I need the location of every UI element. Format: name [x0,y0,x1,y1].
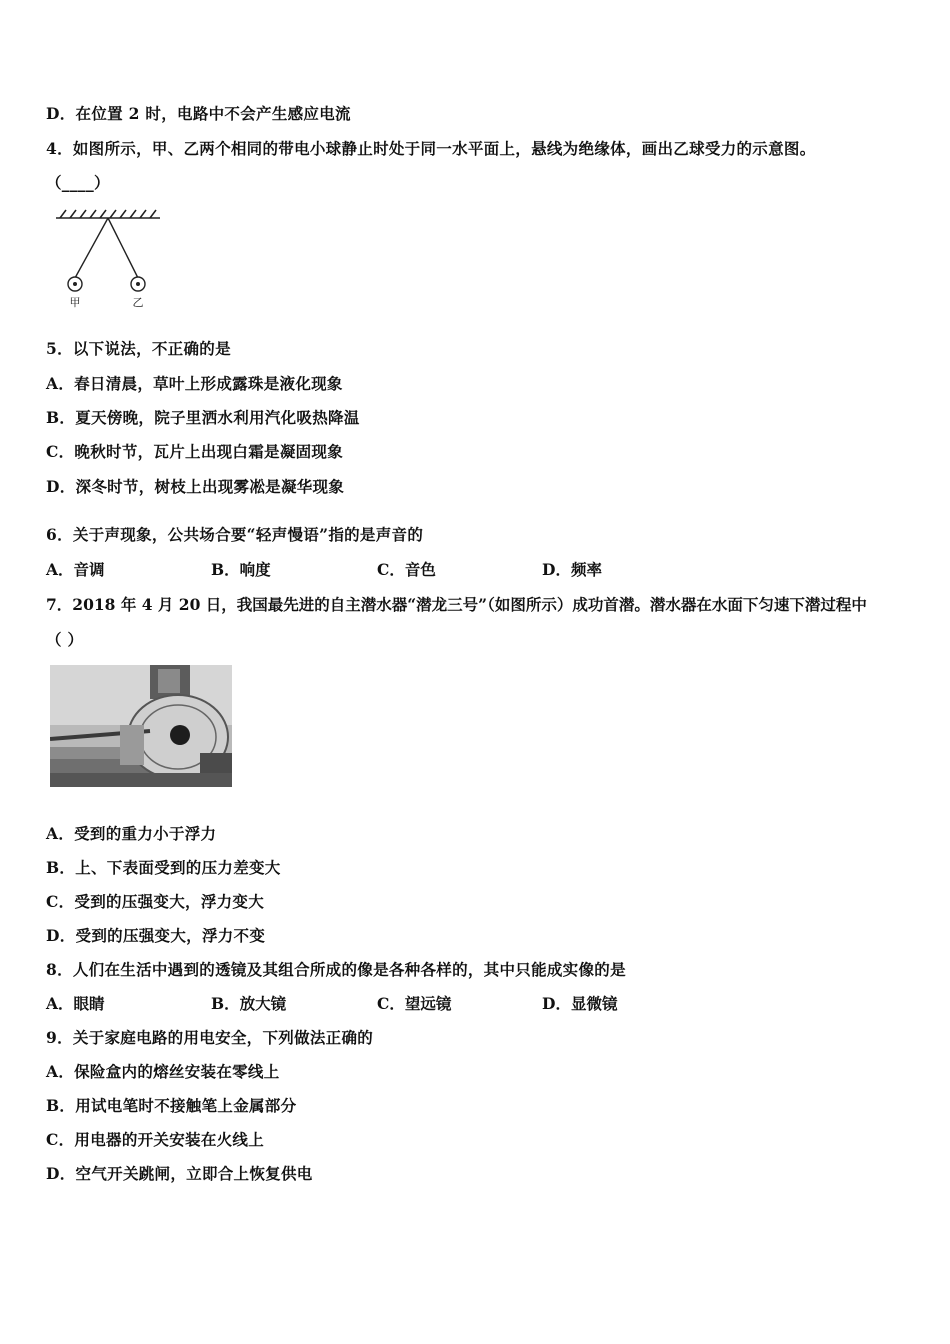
q7-option-c: C．受到的压强变大，浮力变大 [46,892,265,911]
q4-pendulum-figure [46,200,171,310]
q5-option-c: C．晚秋时节，瓦片上出现白霜是凝固现象 [46,442,344,461]
q5-option-a: A．春日清晨，草叶上形成露珠是液化现象 [46,374,343,393]
q6-option-d: D．频率 [542,560,602,579]
q6-option-b: B．响度 [211,560,271,579]
q9-stem: 9．关于家庭电路的用电安全，下列做法正确的 [46,1028,374,1047]
q8-stem: 8．人们在生活中遇到的透镜及其组合所成的像是各种各样的，其中只能成实像的是 [46,960,626,979]
q8-option-b: B．放大镜 [211,994,287,1013]
q5-stem: 5．以下说法，不正确的是 [46,339,231,358]
q4-answer-blank: （____） [46,173,110,192]
q6-option-a: A．音调 [46,560,105,579]
q6-option-c: C．音色 [377,560,436,579]
q8-option-d: D．显微镜 [542,994,618,1013]
q7-option-a: A．受到的重力小于浮力 [46,824,217,843]
q7-stem: 7．2018 年 4 月 20 日，我国最先进的自主潜水器“潜龙三号”（如图所示）成功首潜。潜水器在水面下匀速下潜过程中 [46,595,867,614]
q8-option-a: A．眼睛 [46,994,105,1013]
ceiling-support [56,210,160,218]
ball-jia-label: 甲 [69,296,81,309]
q6-stem: 6．关于声现象，公共场合要“轻声慢语”指的是声音的 [46,525,424,544]
q4-stem: 4．如图所示，甲、乙两个相同的带电小球静止时处于同一水平面上，悬线为绝缘体，画出乙球受力的示意图。 [46,139,816,158]
thread-left [75,218,108,278]
q5-option-b: B．夏天傍晚，院子里洒水利用汽化吸热降温 [46,408,360,427]
q9-option-c: C．用电器的开关安装在火线上 [46,1130,265,1149]
q7-option-b: B．上、下表面受到的压力差变大 [46,858,281,877]
q7-answer-blank: （ ） [46,630,84,649]
thread-right [108,218,138,278]
q5-option-d: D．深冬时节，树枝上出现雾凇是凝华现象 [46,477,345,496]
q7-submersible-photo [50,665,232,787]
ball-yi-label: 乙 [132,296,144,309]
q9-option-b: B．用试电笔时不接触笔上金属部分 [46,1096,297,1115]
q8-option-c: C．望远镜 [377,994,452,1013]
q9-option-d: D．空气开关跳闸，立即合上恢复供电 [46,1164,313,1183]
q7-option-d: D．受到的压强变大，浮力不变 [46,926,266,945]
q9-option-a: A．保险盒内的熔丝安装在零线上 [46,1062,280,1081]
q3-option-d: D．在位置 2 时，电路中不会产生感应电流 [46,104,351,123]
